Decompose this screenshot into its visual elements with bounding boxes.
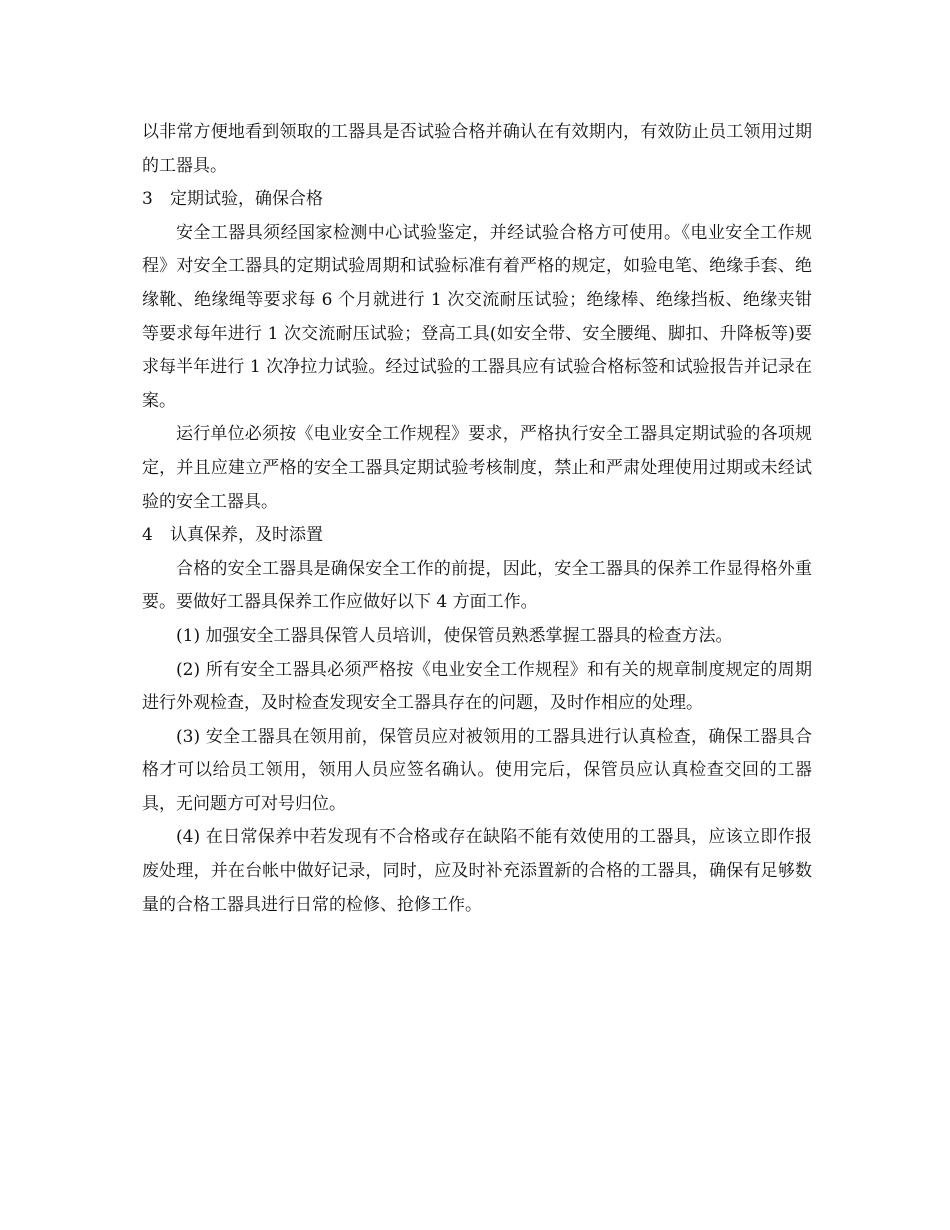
section-3-heading	[142, 183, 812, 217]
section-4-item-2: (2) 所有安全工器具必须严格按《电业安全工作规程》和有关的规章制度规定的周期进行外观检查，及时检查发现安全工器具存在的问题，及时作相应的处理。	[142, 659, 812, 714]
section-3-title: 定期试验，确保合格	[170, 189, 323, 210]
section-4-intro: 合格的安全工器具是确保安全工作的前提，因此，安全工器具的保养工作显得格外重要。要做好工器具保养工作应做好以下 4 方面工作。	[142, 558, 812, 613]
section-4-item-1: (1) 加强安全工器具保管人员培训，使保管员熟悉掌握工器具的检查方法。	[176, 625, 733, 646]
continuation-paragraph: 以非常方便地看到领取的工器具是否试验合格并确认在有效期内，有效防止员工领用过期的工器具。	[142, 122, 812, 176]
section-4-heading	[142, 519, 812, 553]
section-4-title: 认真保养，及时添置	[170, 525, 323, 546]
section-4-item-3: (3) 安全工器具在领用前，保管员应对被领用的工器具进行认真检查，确保工器具合格才可以给员工领用，领用人员应签名确认。使用完后，保管员应认真检查交回的工器具，无问题方可对号归位。	[142, 726, 812, 814]
section-4-item-4: (4) 在日常保养中若发现有不合格或存在缺陷不能有效使用的工器具，应该立即作报废处理，并在台帐中做好记录，同时，应及时补充添置新的合格的工器具，确保有足够数量的合格工器具进行日常的检修、抢修工作。	[142, 827, 812, 915]
section-3-paragraph-1: 安全工器具须经国家检测中心试验鉴定，并经试验合格方可使用。《电业安全工作规程》对安全工器具的定期试验周期和试验标准有着严格的规定，如验电笔、绝缘手套、绝缘靴、绝缘绳等要求每 6 个月就进行 1 次交流耐压试验；绝缘棒、绝缘挡板、绝缘夹钳等要求每年进行 1 次交流耐压试验；登高工具(如安全带、安全腰绳、脚扣、升降板等)要求每半年进行 1 次净拉力试验。经过试验的工器具应有试验合格标签和试验报告并记录在案。	[142, 222, 812, 411]
document-body	[142, 116, 812, 922]
section-4-number: 4	[142, 525, 153, 546]
section-3-paragraph-2: 运行单位必须按《电业安全工作规程》要求，严格执行安全工器具定期试验的各项规定，并且应建立严格的安全工器具定期试验考核制度，禁止和严肃处理使用过期或未经试验的安全工器具。	[142, 424, 812, 512]
section-3-number: 3	[142, 189, 153, 210]
